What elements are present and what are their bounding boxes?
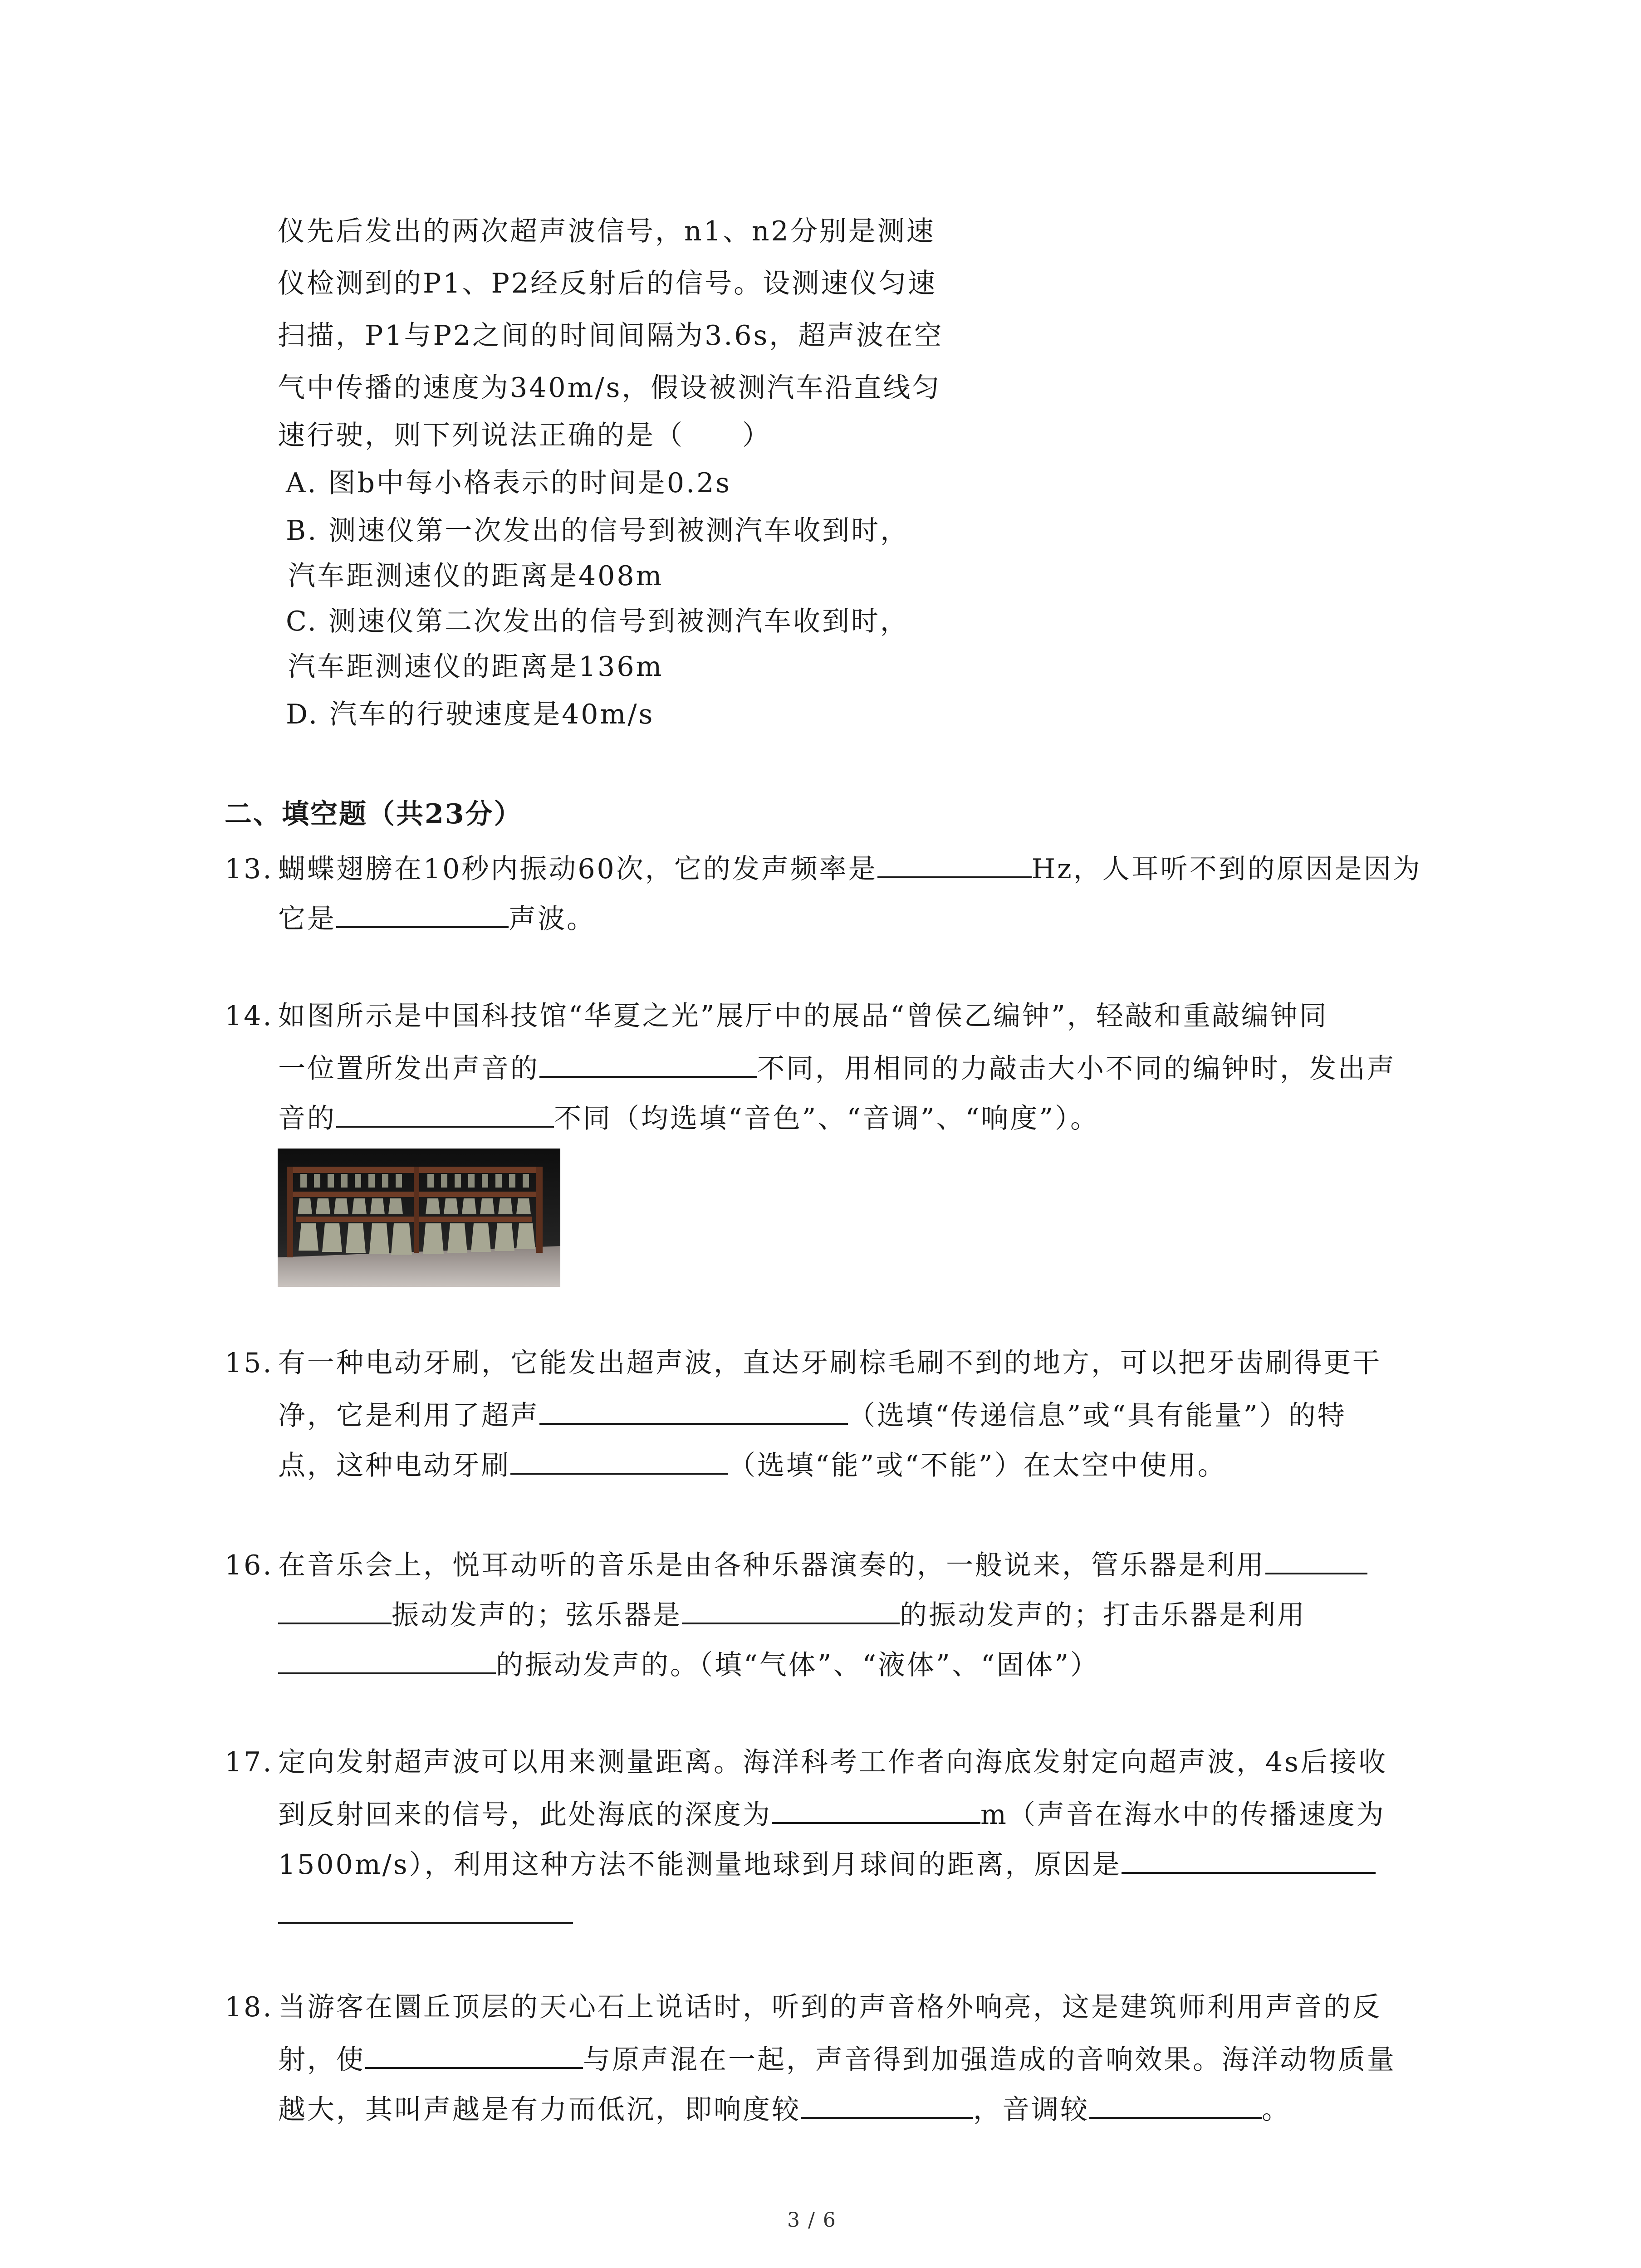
q15-line-2 (278, 1395, 1347, 1434)
q14-line-3 (278, 1098, 1099, 1137)
q16-text-2a: 振动发声的；弦乐器是 (392, 1599, 682, 1631)
q12-option-a: A. 图b中每小格表示的时间是0.2s (286, 467, 732, 499)
q12-line-1: 仪先后发出的两次超声波信号，n1、n2分别是测速 (278, 215, 936, 247)
q16-line-3 (278, 1644, 1099, 1683)
q15-line-1 (225, 1345, 1381, 1381)
q18-text-3a: 越大，其叫声越是有力而低沉，即响度较 (278, 2094, 801, 2126)
q14-blank-2[interactable] (336, 1098, 554, 1128)
q15-line-3 (278, 1445, 1227, 1484)
q17-number: 17. (225, 1746, 274, 1778)
q17-text-2b: m（声音在海水中的传播速度为 (980, 1799, 1386, 1831)
q12-line-2: 仪检测到的P1、P2经反射后的信号。设测速仪匀速 (278, 268, 937, 299)
q17-blank-2a[interactable] (1122, 1844, 1376, 1874)
q14-text-3b: 不同（均选填“音色”、“音调”、“响度”）。 (554, 1103, 1100, 1134)
q12-line-5: 速行驶，则下列说法正确的是（ ） (278, 420, 771, 451)
q18-line-2 (278, 2039, 1396, 2078)
q18-blank-1[interactable] (365, 2039, 583, 2069)
q17-text-3: 1500m/s），利用这种方法不能测量地球到月球间的距离，原因是 (278, 1849, 1122, 1881)
q18-blank-3[interactable] (1089, 2089, 1262, 2119)
q17-line-4 (278, 1894, 573, 1933)
chime-bells-photo (278, 1149, 560, 1287)
q17-blank-1[interactable] (772, 1794, 980, 1824)
q18-line-3 (278, 2089, 1291, 2128)
q16-line-2 (278, 1594, 1306, 1633)
q17-line-3 (278, 1844, 1376, 1883)
q13-number: 13. (225, 853, 274, 885)
q13-line-2 (278, 898, 596, 937)
q16-blank-1b[interactable] (278, 1594, 392, 1624)
q18-number: 18. (225, 1991, 274, 2023)
q16-blank-2[interactable] (682, 1594, 900, 1624)
q18-line-1 (225, 1989, 1381, 2025)
q18-text-1: 当游客在圜丘顶层的天心石上说话时，听到的声音格外响亮，这是建筑师利用声音的反 (278, 1991, 1381, 2023)
q13-text-1b: Hz，人耳听不到的原因是因为 (1031, 853, 1422, 885)
q17-line-1 (225, 1744, 1387, 1780)
q16-blank-1a[interactable] (1265, 1545, 1367, 1574)
q12-option-b-line-2: 汽车距测速仪的距离是408m (288, 560, 664, 592)
q16-text-2b: 的振动发声的；打击乐器是利用 (900, 1599, 1306, 1631)
q12-option-b-line-1: B. 测速仪第一次发出的信号到被测汽车收到时， (286, 515, 910, 547)
q15-text-1: 有一种电动牙刷，它能发出超声波，直达牙刷棕毛刷不到的地方，可以把牙齿刷得更干 (278, 1347, 1381, 1379)
page-number: 3 / 6 (787, 2209, 837, 2232)
q16-number: 16. (225, 1549, 274, 1581)
q14-text-1: 如图所示是中国科技馆“华夏之光”展厅中的展品“曾侯乙编钟”，轻敲和重敲编钟同 (278, 1000, 1328, 1032)
q16-blank-3[interactable] (278, 1644, 496, 1674)
q17-text-2a: 到反射回来的信号，此处海底的深度为 (278, 1799, 772, 1831)
q18-text-2b: 与原声混在一起，声音得到加强造成的音响效果。海洋动物质量 (583, 2044, 1396, 2076)
q14-line-2 (278, 1048, 1396, 1087)
q16-text-1: 在音乐会上，悦耳动听的音乐是由各种乐器演奏的，一般说来，管乐器是利用 (278, 1549, 1265, 1581)
q12-option-c-line-2: 汽车距测速仪的距离是136m (288, 651, 664, 683)
q16-line-1 (225, 1545, 1367, 1584)
q13-blank-1[interactable] (877, 848, 1032, 878)
q18-text-3c: 。 (1262, 2094, 1291, 2126)
q15-number: 15. (225, 1347, 274, 1379)
q14-number: 14. (225, 1000, 274, 1032)
q18-blank-2[interactable] (801, 2089, 973, 2119)
q18-text-3b: ，音调较 (973, 2094, 1089, 2126)
q15-text-2a: 净，它是利用了超声 (278, 1400, 539, 1432)
q13-blank-2[interactable] (336, 898, 509, 928)
q14-text-3a: 音的 (278, 1103, 336, 1134)
q14-blank-1[interactable] (539, 1048, 757, 1078)
q13-text-1a: 蝴蝶翅膀在10秒内振动60次，它的发声频率是 (278, 853, 877, 885)
q14-text-2a: 一位置所发出声音的 (278, 1053, 539, 1085)
q15-blank-2[interactable] (510, 1445, 728, 1475)
q17-blank-2b[interactable] (278, 1894, 573, 1924)
q13-text-2a: 它是 (278, 903, 336, 935)
q15-text-2b: （选填“传递信息”或“具有能量”）的特 (848, 1400, 1347, 1432)
q12-line-3: 扫描，P1与P2之间的时间间隔为3.6s，超声波在空 (278, 320, 944, 352)
q13-line-1 (225, 848, 1422, 887)
q14-line-1 (225, 998, 1328, 1034)
q15-text-3b: （选填“能”或“不能”）在太空中使用。 (728, 1450, 1227, 1481)
q14-text-2b: 不同，用相同的力敲击大小不同的编钟时，发出声 (757, 1053, 1396, 1085)
q12-option-c-line-1: C. 测速仪第二次发出的信号到被测汽车收到时， (286, 606, 909, 637)
q12-option-d: D. 汽车的行驶速度是40m/s (286, 699, 655, 730)
q17-text-1: 定向发射超声波可以用来测量距离。海洋科考工作者向海底发射定向超声波，4s后接收 (278, 1746, 1387, 1778)
q16-text-3: 的振动发声的。（填“气体”、“液体”、“固体”） (496, 1649, 1100, 1681)
q13-text-2b: 声波。 (509, 903, 596, 935)
q18-text-2a: 射，使 (278, 2044, 365, 2076)
q15-text-3a: 点，这种电动牙刷 (278, 1450, 510, 1481)
section-2-title: 二、填空题（共23分） (225, 798, 523, 830)
q12-line-4: 气中传播的速度为340m/s，假设被测汽车沿直线匀 (278, 372, 941, 404)
q17-line-2 (278, 1794, 1386, 1833)
q15-blank-1[interactable] (539, 1395, 848, 1425)
